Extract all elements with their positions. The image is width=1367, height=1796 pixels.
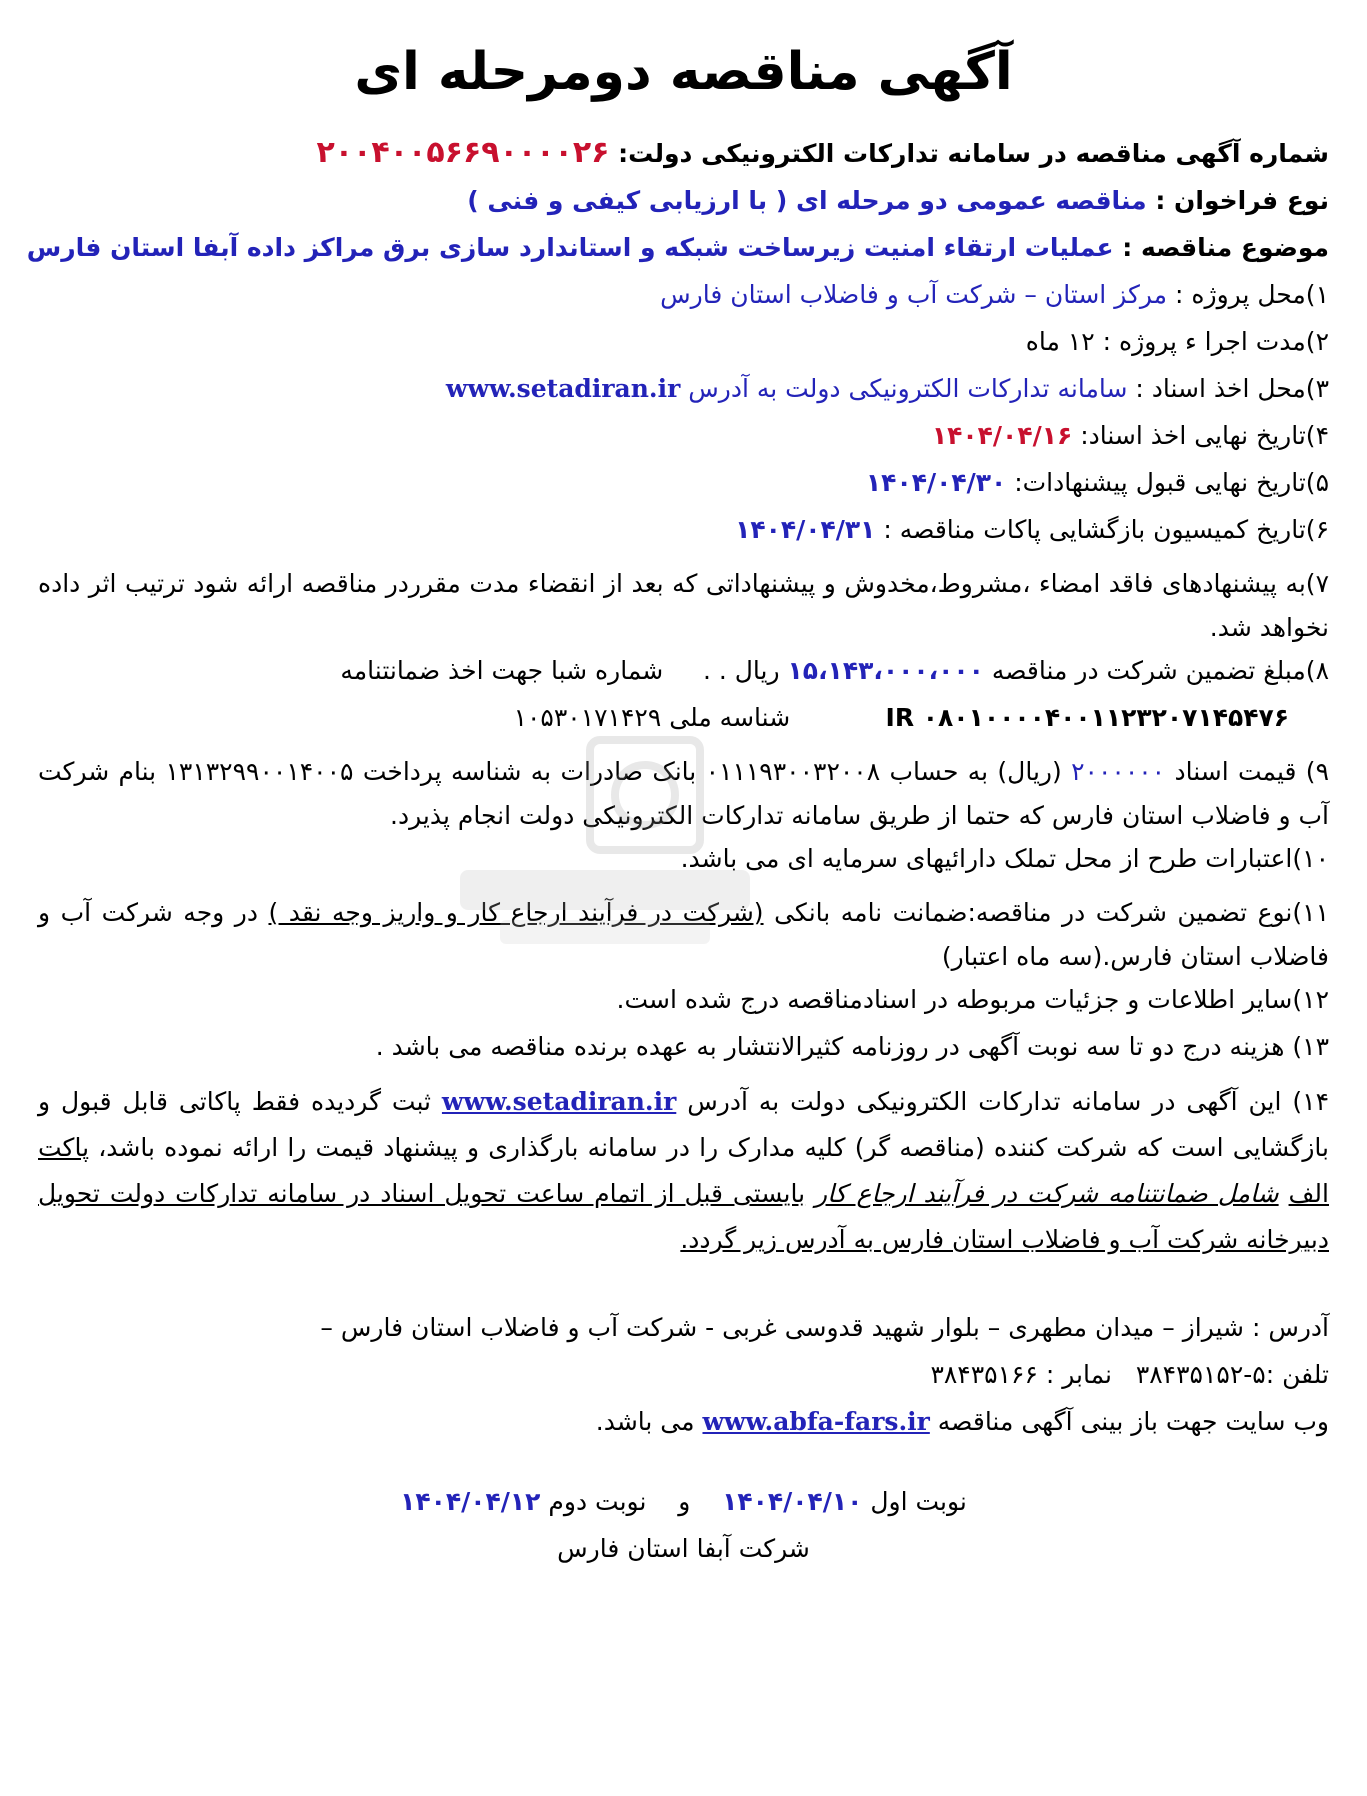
item-14-c: پاکت الف	[38, 1133, 1329, 1208]
second-publish-label: نوبت دوم	[548, 1487, 647, 1516]
item-1-value: مرکز استان – شرکت آب و فاضلاب استان فارس	[660, 280, 1168, 309]
item-11-rest: در وجه شرکت آب و فاضلاب استان فارس.(سه ماه اعتبار)	[38, 898, 1329, 971]
website-tail: می باشد.	[595, 1407, 695, 1436]
item-14-a: ۱۴) این آگهی در سامانه تدارکات الکترونیکی دولت به آدرس	[687, 1087, 1329, 1116]
sheba-number: IR ۰۸۰۱۰۰۰۰۴۰۰۱۱۲۳۲۰۷۱۴۵۴۷۶	[885, 703, 1289, 732]
doc-price: ۲۰۰۰۰۰۰	[1071, 757, 1166, 786]
phone-value: ۵-۳۸۴۳۵۱۵۲	[1135, 1360, 1266, 1389]
item-1-label: ۱)محل پروژه :	[1175, 280, 1329, 309]
item-14-d: شامل ضمانتنامه شرکت در فرآیند ارجاع کار	[815, 1179, 1279, 1208]
item-6	[38, 515, 1329, 545]
tender-number	[38, 135, 1329, 170]
item-14-e: بایستی قبل از اتمام ساعت تحویل اسناد در سامانه تدارکات دولت تحویل دبیرخانه شرکت آب و فاضلاب استان فارس به آدرس زیر گردد.	[38, 1179, 1329, 1254]
item-12: ۱۲)سایر اطلاعات و جزئیات مربوطه در اسنادمناقصه درج شده است.	[616, 985, 1329, 1014]
abfa-link[interactable]: www.abfa-fars.ir	[702, 1407, 930, 1436]
item-9-text-b: بنام شرکت آب و فاضلاب استان فارس که حتما از طریق سامانه تدارکات الکترونیکی دولت انجام پذیرد.	[38, 757, 1329, 830]
item-2: ۲)مدت اجرا ء پروژه : ۱۲ ماه	[1025, 327, 1329, 356]
item-10: ۱۰)اعتبارات طرح از محل تملک دارائیهای سرمایه ای می باشد.	[680, 844, 1329, 873]
guarantee-unit: ریال . .	[702, 656, 780, 685]
first-publish-date: ۱۴۰۴/۰۴/۱۰	[722, 1487, 863, 1516]
website	[38, 1407, 1329, 1437]
national-id: ۱۰۵۳۰۱۷۱۴۲۹	[513, 703, 662, 732]
item-3	[38, 374, 1329, 404]
item-11-label: ۱۱)نوع تضمین شرکت در مناقصه:ضمانت نامه بانکی	[774, 898, 1330, 927]
call-type-value: مناقصه عمومی دو مرحله ای ( با ارزیابی کیفی و فنی )	[467, 186, 1147, 215]
website-text: وب سایت جهت باز بینی آگهی مناقصه	[937, 1407, 1329, 1436]
guarantee-amount: ۱۵،۱۴۳،۰۰۰،۰۰۰	[787, 656, 984, 685]
call-type-label: نوع فراخوان :	[1155, 186, 1329, 215]
tender-number-label: شماره آگهی مناقصه در سامانه تدارکات الکترونیکی دولت:	[618, 139, 1329, 168]
item-11-underlined: (شرکت در فرآیند ارجاع کار و واریز وجه نقد )	[268, 898, 764, 927]
signature: شرکت آبفا استان فارس	[557, 1534, 810, 1563]
item-5-label: ۵)تاریخ نهایی قبول پیشنهادات:	[1014, 468, 1329, 497]
item-9-label: ۹) قیمت اسناد	[1174, 757, 1329, 786]
item-7: ۷)به پیشنهادهای فاقد امضاء ،مشروط،مخدوش و پیشنهاداتی که بعد از انقضاء مدت مقرردر مناقصه ارائه شود ترتیب اثر داده نخواهد شد.	[38, 569, 1329, 642]
fax-value: ۳۸۴۳۵۱۶۶	[930, 1360, 1038, 1389]
item-8-ids	[38, 703, 1329, 733]
subject	[26, 233, 1329, 263]
item-1	[38, 280, 1329, 310]
item-6-value: ۱۴۰۴/۰۴/۳۱	[735, 515, 876, 544]
item-5-value: ۱۴۰۴/۰۴/۳۰	[865, 468, 1007, 497]
fax-label: نمابر :	[1045, 1360, 1112, 1389]
national-id-label: شناسه ملی	[669, 703, 791, 732]
page-title: آگهی مناقصه دومرحله ای	[354, 42, 1013, 102]
item-14-b: ثبت گردیده فقط پاکاتی قابل قبول و بازگشایی است که شرکت کننده (مناقصه گر) کلیه مدارک را در سامانه بارگذاری و پیشنهاد قیمت را ارائه نموده باشد،	[38, 1087, 1329, 1162]
item-3-label: ۳)محل اخذ اسناد :	[1135, 374, 1329, 403]
call-type	[38, 186, 1329, 216]
item-3-value: سامانه تدارکات الکترونیکی دولت به آدرس	[688, 374, 1128, 403]
item-11	[38, 891, 1329, 979]
phone-label: تلفن :	[1265, 1360, 1329, 1389]
item-5	[38, 468, 1329, 498]
item-13: ۱۳) هزینه درج دو تا سه نوبت آگهی در روزنامه کثیرالانتشار به عهده برنده مناقصه می باشد .	[375, 1032, 1329, 1061]
setadiran-link-2[interactable]: www.setadiran.ir	[441, 1087, 677, 1116]
subject-value: عملیات ارتقاء امنیت زیرساخت شبکه و استاندارد سازی برق مراکز داده آبفا استان فارس	[26, 233, 1114, 262]
publish-dates	[38, 1487, 1329, 1517]
subject-label: موضوع مناقصه :	[1122, 233, 1329, 262]
item-8-label: ۸)مبلغ تضمین شرکت در مناقصه	[991, 656, 1329, 685]
first-publish-label: نوبت اول	[870, 1487, 967, 1516]
item-4-value: ۱۴۰۴/۰۴/۱۶	[931, 421, 1073, 450]
sheba-label: شماره شبا جهت اخذ ضمانتنامه	[340, 656, 664, 685]
setadiran-link[interactable]: www.setadiran.ir	[445, 374, 681, 403]
item-14	[38, 1079, 1329, 1263]
tender-number-value: ۲۰۰۴۰۰۵۶۶۹۰۰۰۰۲۶	[316, 135, 610, 170]
payment-id: ۱۳۱۳۲۹۹۰۰۱۴۰۰۵	[165, 757, 354, 786]
phone	[38, 1360, 1329, 1390]
item-4-label: ۴)تاریخ نهایی اخذ اسناد:	[1080, 421, 1329, 450]
address: آدرس : شیراز – میدان مطهری – بلوار شهید قدوسی غربی - شرکت آب و فاضلاب استان فارس –	[320, 1313, 1329, 1342]
item-8	[38, 656, 1329, 686]
item-4	[38, 421, 1329, 451]
item-9-text-a: (ریال) به حساب ۰۱۱۱۹۳۰۰۳۲۰۰۸ بانک صادرات به شناسه پرداخت	[362, 757, 1062, 786]
item-9	[38, 750, 1329, 838]
item-6-label: ۶)تاریخ کمیسیون بازگشایی پاکات مناقصه :	[883, 515, 1329, 544]
publish-and: و	[678, 1487, 691, 1516]
second-publish-date: ۱۴۰۴/۰۴/۱۲	[400, 1487, 541, 1516]
